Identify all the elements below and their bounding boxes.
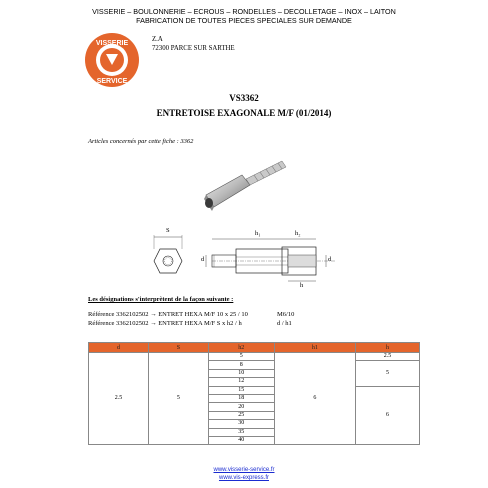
cell-s: 5 — [148, 353, 208, 445]
col-header-h2: h2 — [208, 343, 274, 353]
col-header-h: h — [356, 343, 420, 353]
spec-table — [88, 342, 420, 445]
cell-h2: 35 — [208, 428, 274, 436]
table-row — [89, 353, 420, 361]
col-header-h1: h1 — [274, 343, 355, 353]
label-h: h — [300, 282, 304, 289]
cell-h2: 40 — [208, 436, 274, 444]
cell-h1: 6 — [274, 353, 355, 445]
designation-line-1: Référence 3362102502 → ENTRET HEXA M/F 10 x 25 / 10 — [88, 311, 248, 318]
label-d-left: d — [201, 256, 205, 263]
cell-h2: 18 — [208, 394, 274, 402]
designation-line-1-code: M6/10 — [277, 311, 295, 318]
designation-line-2: Référence 3362102502 → ENTRET HEXA M/F S x h2 / h — [88, 320, 242, 327]
address-line-2: 72300 PARCE SUR SARTHE — [152, 45, 235, 52]
label-s: S — [166, 227, 170, 234]
cell-h2: 15 — [208, 386, 274, 394]
label-h2: h₂ — [295, 230, 301, 237]
technical-drawing — [150, 225, 340, 300]
cell-h2: 12 — [208, 378, 274, 386]
col-header-d: d — [89, 343, 149, 353]
cell-h: 2.5 — [356, 353, 420, 361]
footer-link-1[interactable]: www.visserie-service.fr — [213, 467, 275, 473]
address-line-1: Z.A — [152, 36, 163, 43]
header-line-2: FABRICATION DE TOUTES PIECES SPECIALES SUR DEMANDE — [136, 16, 352, 25]
header-line-1: VISSERIE – BOULONNERIE – ECROUS – RONDELLES – DECOLLETAGE – INOX – LAITON — [92, 7, 396, 16]
cell-h2: 20 — [208, 403, 274, 411]
product-title: ENTRETOISE EXAGONALE M/F (01/2014) — [156, 108, 332, 118]
product-code: VS3362 — [229, 93, 259, 103]
cell-h2: 10 — [208, 369, 274, 377]
svg-text:SERVICE: SERVICE — [96, 78, 128, 85]
cell-d: 2.5 — [89, 353, 149, 445]
svg-text:VISSERIE: VISSERIE — [95, 40, 129, 47]
designation-heading: Les désignations s'interprètent de la façon suivante : — [88, 296, 234, 303]
cell-h: 5 — [356, 361, 420, 386]
label-h1: h₁ — [255, 230, 261, 237]
company-logo — [84, 32, 140, 88]
cell-h2: 5 — [208, 353, 274, 361]
designation-line-2-code: d / h1 — [277, 320, 292, 327]
col-header-s: S — [148, 343, 208, 353]
footer-link-2[interactable]: www.vis-express.fr — [218, 475, 269, 481]
label-d-right: d — [328, 256, 332, 263]
product-photo — [198, 155, 298, 225]
cell-h2: 30 — [208, 420, 274, 428]
articles-note: Articles concernés par cette fiche : 3362 — [88, 138, 194, 145]
cell-h2: 25 — [208, 411, 274, 419]
cell-h: 6 — [356, 386, 420, 445]
cell-h2: 8 — [208, 361, 274, 369]
